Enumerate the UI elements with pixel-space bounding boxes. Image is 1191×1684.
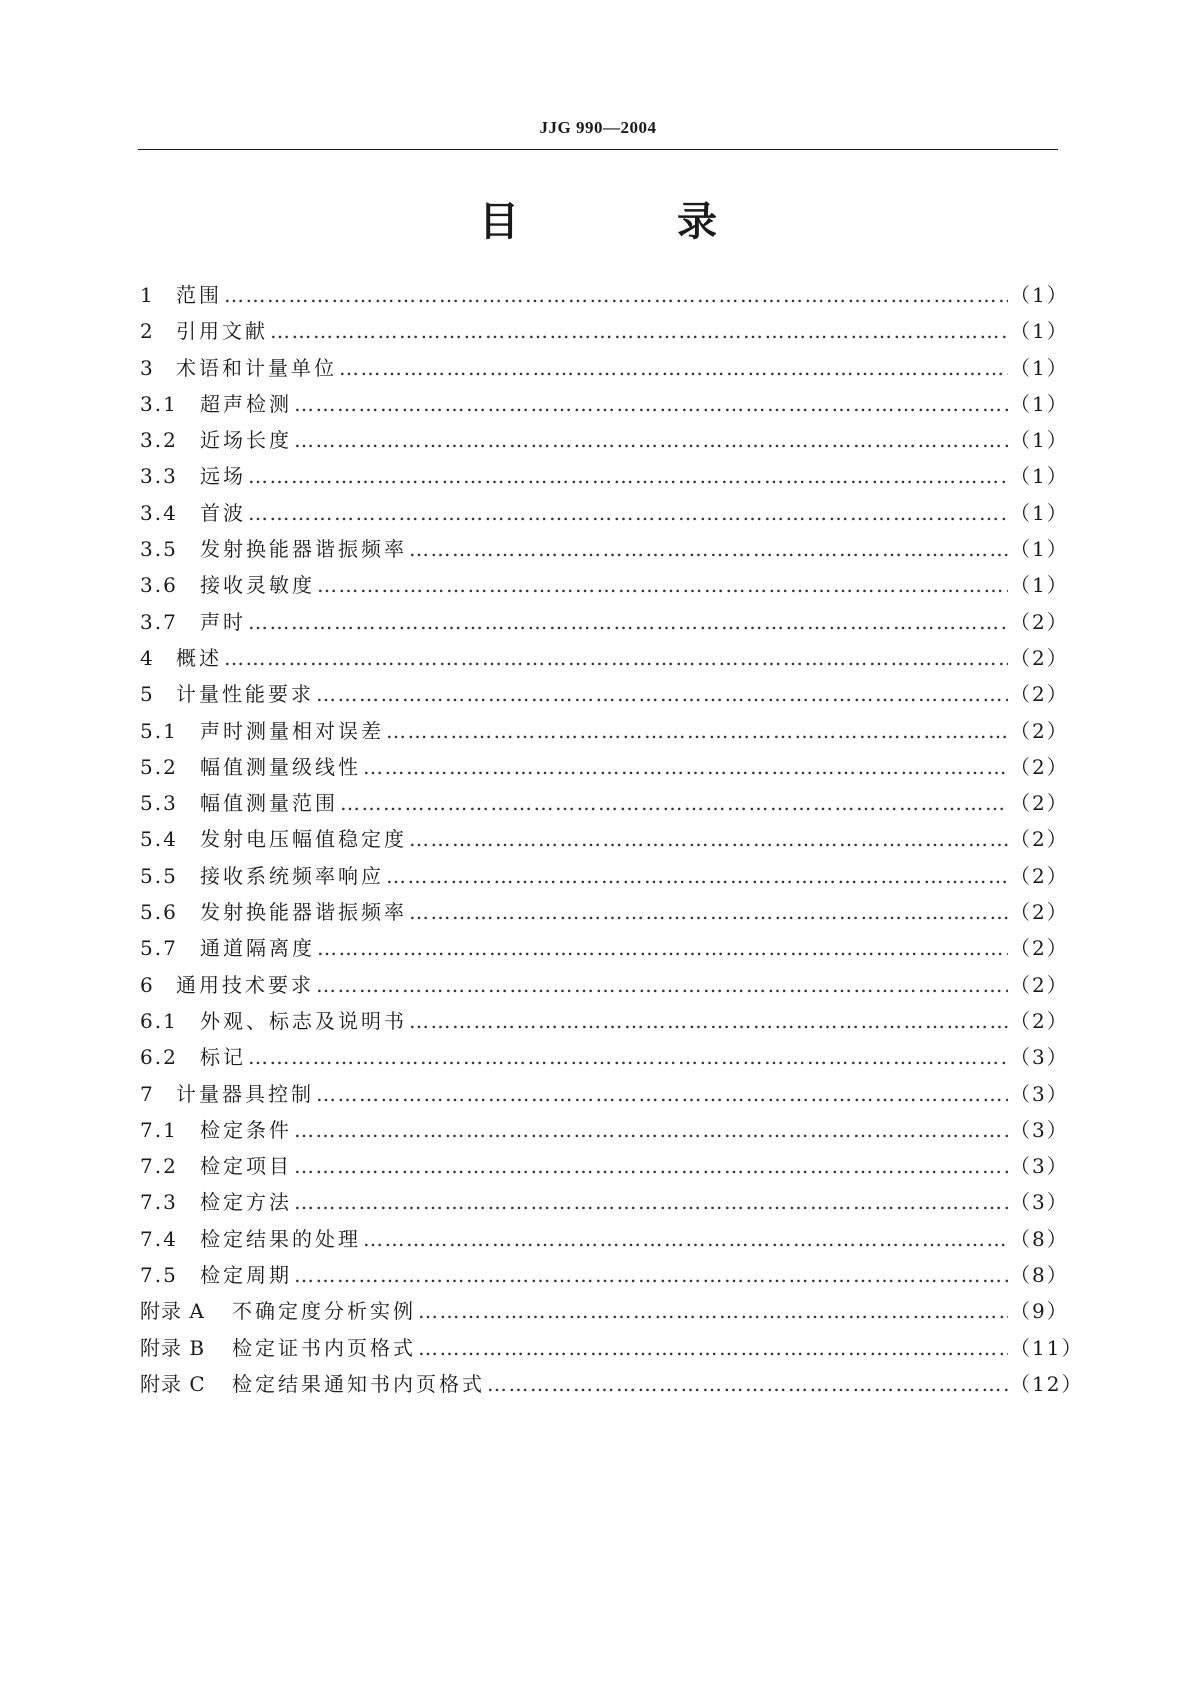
toc-entry-page: （2） bbox=[1010, 936, 1069, 961]
toc-entry-page: （1） bbox=[1010, 464, 1069, 489]
toc-entry bbox=[140, 495, 1069, 531]
toc-entry-page: （3） bbox=[1010, 1117, 1069, 1142]
toc-entry-page: （3） bbox=[1010, 1154, 1069, 1179]
toc-entry-page: （8） bbox=[1010, 1263, 1069, 1288]
table-of-contents bbox=[140, 277, 1084, 1402]
dot-leader bbox=[317, 930, 1008, 966]
toc-entry-title: 检定条件 bbox=[200, 1117, 292, 1142]
toc-entry-page: （2） bbox=[1010, 754, 1069, 779]
toc-entry-page: （1） bbox=[1010, 500, 1069, 525]
toc-entry-page: （12） bbox=[1010, 1371, 1084, 1396]
toc-entry bbox=[140, 1366, 1084, 1402]
toc-entry-page: （11） bbox=[1010, 1335, 1084, 1360]
toc-entry-number: 6.1 bbox=[140, 1008, 178, 1033]
toc-entry-page: （1） bbox=[1010, 355, 1069, 380]
toc-entry-page: （9） bbox=[1010, 1299, 1069, 1324]
toc-entry-title: 标记 bbox=[200, 1045, 246, 1070]
toc-entry-number: 7.1 bbox=[140, 1117, 178, 1142]
dot-leader bbox=[294, 1112, 1008, 1148]
toc-entry-number: 3.7 bbox=[140, 609, 178, 634]
dot-leader bbox=[363, 749, 1008, 785]
toc-entry-number: 7.5 bbox=[140, 1263, 178, 1288]
dot-leader bbox=[294, 386, 1008, 422]
dot-leader bbox=[340, 785, 1008, 821]
document-code-header: JJG 990—2004 bbox=[539, 118, 657, 137]
toc-entry-number: 5.4 bbox=[140, 827, 178, 852]
toc-entry bbox=[140, 458, 1069, 494]
dot-leader bbox=[409, 1003, 1008, 1039]
toc-entry bbox=[140, 1330, 1084, 1366]
toc-entry-number: 2 bbox=[140, 319, 155, 344]
toc-entry-title: 术语和计量单位 bbox=[176, 355, 337, 380]
toc-entry bbox=[140, 894, 1069, 930]
toc-entry-page: （2） bbox=[1010, 645, 1069, 670]
toc-entry-title: 发射换能器谐振频率 bbox=[200, 537, 407, 562]
toc-entry bbox=[140, 821, 1069, 857]
toc-entry bbox=[140, 930, 1069, 966]
dot-leader bbox=[316, 1076, 1008, 1112]
toc-entry-number: 3.5 bbox=[140, 537, 178, 562]
toc-entry-page: （2） bbox=[1010, 1008, 1069, 1033]
toc-entry bbox=[140, 749, 1069, 785]
dot-leader bbox=[409, 894, 1008, 930]
toc-entry-number: 7.3 bbox=[140, 1190, 178, 1215]
toc-entry bbox=[140, 604, 1069, 640]
toc-entry-title: 概述 bbox=[176, 645, 222, 670]
toc-entry-number: 3.3 bbox=[140, 464, 178, 489]
toc-entry-page: （2） bbox=[1010, 900, 1069, 925]
toc-entry-title: 检定周期 bbox=[200, 1263, 292, 1288]
toc-entry-title: 超声检测 bbox=[200, 391, 292, 416]
toc-entry bbox=[140, 1184, 1069, 1220]
toc-entry bbox=[140, 567, 1069, 603]
toc-entry-page: （2） bbox=[1010, 972, 1069, 997]
dot-leader bbox=[418, 1293, 1008, 1329]
dot-leader bbox=[294, 422, 1008, 458]
toc-entry bbox=[140, 967, 1069, 1003]
toc-entry bbox=[140, 1257, 1069, 1293]
toc-entry bbox=[140, 858, 1069, 894]
toc-entry-title: 声时测量相对误差 bbox=[200, 718, 384, 743]
toc-entry bbox=[140, 386, 1069, 422]
toc-entry-number: 附录 B bbox=[140, 1335, 206, 1360]
toc-entry-number: 6.2 bbox=[140, 1045, 178, 1070]
toc-entry-page: （2） bbox=[1010, 791, 1069, 816]
toc-entry-title: 接收系统频率响应 bbox=[200, 863, 384, 888]
toc-entry-title: 引用文献 bbox=[176, 319, 268, 344]
toc-entry bbox=[140, 1039, 1069, 1075]
toc-entry-number: 7.2 bbox=[140, 1154, 178, 1179]
dot-leader bbox=[224, 277, 1008, 313]
toc-entry bbox=[140, 1148, 1069, 1184]
toc-entry-number: 7 bbox=[140, 1081, 155, 1106]
toc-entry-title: 检定结果的处理 bbox=[200, 1226, 361, 1251]
toc-entry-number: 3.2 bbox=[140, 428, 178, 453]
dot-leader bbox=[487, 1366, 1008, 1402]
toc-entry-title: 检定证书内页格式 bbox=[232, 1335, 416, 1360]
toc-entry-page: （2） bbox=[1010, 827, 1069, 852]
dot-leader bbox=[409, 531, 1008, 567]
toc-entry-title: 不确定度分析实例 bbox=[232, 1299, 416, 1324]
toc-entry-title: 声时 bbox=[200, 609, 246, 634]
dot-leader bbox=[363, 1221, 1008, 1257]
toc-entry-page: （3） bbox=[1010, 1081, 1069, 1106]
toc-entry-number: 5 bbox=[140, 682, 155, 707]
dot-leader bbox=[339, 350, 1008, 386]
toc-entry bbox=[140, 1221, 1069, 1257]
toc-entry bbox=[140, 350, 1069, 386]
toc-entry-title: 计量器具控制 bbox=[176, 1081, 314, 1106]
toc-entry-page: （3） bbox=[1010, 1190, 1069, 1215]
toc-entry bbox=[140, 785, 1069, 821]
toc-entry-title: 幅值测量级线性 bbox=[200, 754, 361, 779]
toc-entry-page: （1） bbox=[1010, 537, 1069, 562]
toc-entry bbox=[140, 640, 1069, 676]
toc-entry-title: 通用技术要求 bbox=[176, 972, 314, 997]
toc-entry-page: （1） bbox=[1010, 428, 1069, 453]
toc-entry-number: 3.4 bbox=[140, 500, 178, 525]
toc-entry-page: （1） bbox=[1010, 391, 1069, 416]
toc-entry bbox=[140, 676, 1069, 712]
toc-entry-title: 通道隔离度 bbox=[200, 936, 315, 961]
toc-entry bbox=[140, 531, 1069, 567]
toc-entry-title: 远场 bbox=[200, 464, 246, 489]
toc-entry-number: 5.5 bbox=[140, 863, 178, 888]
toc-entry-title: 幅值测量范围 bbox=[200, 791, 338, 816]
dot-leader bbox=[316, 676, 1008, 712]
toc-entry-page: （2） bbox=[1010, 682, 1069, 707]
toc-entry-title: 计量性能要求 bbox=[176, 682, 314, 707]
toc-entry bbox=[140, 277, 1069, 313]
toc-entry-page: （1） bbox=[1010, 573, 1069, 598]
toc-entry-page: （2） bbox=[1010, 718, 1069, 743]
toc-entry-number: 1 bbox=[140, 283, 155, 307]
toc-entry-number: 5.3 bbox=[140, 791, 178, 816]
toc-entry-title: 近场长度 bbox=[200, 428, 292, 453]
toc-entry-number: 5.7 bbox=[140, 936, 178, 961]
toc-entry bbox=[140, 1293, 1069, 1329]
dot-leader bbox=[409, 821, 1008, 857]
toc-entry-number: 6 bbox=[140, 972, 155, 997]
dot-leader bbox=[294, 1257, 1008, 1293]
page-title: 目 录 bbox=[479, 198, 789, 245]
toc-entry-page: （3） bbox=[1010, 1045, 1069, 1070]
toc-entry-page: （2） bbox=[1010, 609, 1069, 634]
toc-entry-title: 发射电压幅值稳定度 bbox=[200, 827, 407, 852]
toc-entry-number: 3 bbox=[140, 355, 155, 380]
toc-entry bbox=[140, 1112, 1069, 1148]
dot-leader bbox=[248, 495, 1008, 531]
toc-entry-title: 检定结果通知书内页格式 bbox=[232, 1371, 485, 1396]
header-rule bbox=[138, 149, 1058, 150]
dot-leader bbox=[248, 1039, 1008, 1075]
toc-entry-title: 接收灵敏度 bbox=[200, 573, 315, 598]
dot-leader bbox=[270, 313, 1008, 349]
toc-entry-number: 3.6 bbox=[140, 573, 178, 598]
toc-entry-number: 5.2 bbox=[140, 754, 178, 779]
toc-entry-title: 发射换能器谐振频率 bbox=[200, 900, 407, 925]
dot-leader bbox=[317, 567, 1008, 603]
dot-leader bbox=[294, 1148, 1008, 1184]
toc-entry-title: 首波 bbox=[200, 500, 246, 525]
toc-entry-title: 外观、标志及说明书 bbox=[200, 1008, 407, 1033]
toc-entry-title: 检定方法 bbox=[200, 1190, 292, 1215]
toc-entry-page: （1） bbox=[1010, 319, 1069, 344]
toc-entry-number: 4 bbox=[140, 645, 155, 670]
toc-entry bbox=[140, 1003, 1069, 1039]
toc-entry-page: （8） bbox=[1010, 1226, 1069, 1251]
dot-leader bbox=[418, 1330, 1008, 1366]
toc-entry-number: 3.1 bbox=[140, 391, 178, 416]
dot-leader bbox=[248, 458, 1008, 494]
toc-entry-number: 5.1 bbox=[140, 718, 178, 743]
toc-entry-page: （2） bbox=[1010, 863, 1069, 888]
toc-entry bbox=[140, 313, 1069, 349]
dot-leader bbox=[386, 713, 1008, 749]
dot-leader bbox=[224, 640, 1008, 676]
toc-entry-number: 附录 A bbox=[140, 1299, 205, 1324]
toc-entry-number: 7.4 bbox=[140, 1226, 178, 1251]
dot-leader bbox=[294, 1184, 1008, 1220]
toc-entry bbox=[140, 713, 1069, 749]
toc-entry bbox=[140, 422, 1069, 458]
toc-entry-number: 附录 C bbox=[140, 1371, 206, 1396]
toc-entry-title: 检定项目 bbox=[200, 1154, 292, 1179]
toc-entry-page: （1） bbox=[1010, 283, 1069, 307]
toc-entry-number: 5.6 bbox=[140, 900, 178, 925]
dot-leader bbox=[386, 858, 1008, 894]
toc-entry bbox=[140, 1076, 1069, 1112]
toc-entry-title: 范围 bbox=[176, 283, 222, 307]
dot-leader bbox=[248, 604, 1008, 640]
dot-leader bbox=[316, 967, 1008, 1003]
